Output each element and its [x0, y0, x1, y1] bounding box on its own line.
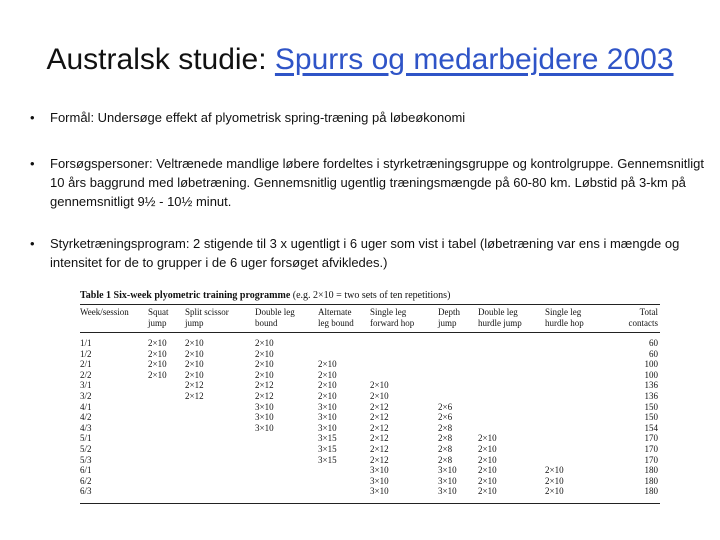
table-header-8-line-1: hurdle hop	[545, 318, 584, 328]
table-bottom-rule	[80, 503, 660, 504]
bullet-dot-icon: •	[30, 156, 35, 171]
table-row-label: 2/2	[80, 369, 92, 380]
table-header-rule	[80, 332, 660, 333]
bullet-text: Forsøgspersoner: Veltrænede mandlige løbere fordeltes i styrketræningsgruppe og kontrolgruppe. Gennemsnitligt 10 års baggrund med løbetræning. Gennemsnitlig ugentlig træningsmængde på 60-80 km. Løbstid på 3-km på gennemsnitligt 9½ - 10½ minut.	[50, 156, 704, 209]
table-cell: 2×10	[545, 475, 564, 486]
table-cell: 2×10	[545, 465, 564, 476]
table-total-cell: 170	[644, 433, 658, 444]
table-caption-bold: Table 1 Six-week plyometric training programme	[80, 290, 291, 301]
table-row-label: 3/1	[80, 380, 92, 391]
table-header-9-line-0: Total	[639, 307, 658, 317]
table-row-label: 4/2	[80, 412, 92, 423]
table-cell: 2×10	[478, 454, 497, 465]
table-cell: 3×10	[370, 486, 389, 497]
table-cell: 2×10	[185, 359, 204, 370]
table-row-label: 4/3	[80, 422, 92, 433]
table-header-5-line-1: forward hop	[370, 318, 415, 328]
table-cell: 2×10	[478, 465, 497, 476]
table-cell: 2×10	[148, 359, 167, 370]
bullet-item-program	[30, 234, 720, 272]
table-total-cell: 180	[644, 486, 658, 497]
table-cell: 2×8	[438, 444, 453, 454]
table-cell: 2×10	[255, 359, 274, 370]
table-row-label: 1/1	[80, 338, 92, 348]
table-cell: 3×10	[318, 401, 337, 412]
table-header-9-line-1: contacts	[628, 318, 658, 328]
table-cell: 3×15	[318, 454, 337, 465]
table-cell: 2×10	[478, 444, 497, 454]
table-cell: 2×10	[148, 348, 167, 359]
bullet-text: Formål: Undersøge effekt af plyometrisk spring-træning på løbeøkonomi	[50, 110, 466, 125]
table-row-label: 5/3	[80, 454, 92, 465]
table-cell: 2×10	[478, 486, 497, 497]
table-header-7-line-0: Double leg	[478, 307, 518, 317]
table-total-cell: 170	[644, 444, 658, 454]
table-total-cell: 100	[644, 369, 658, 380]
table-cell: 2×10	[318, 380, 337, 391]
table-cell: 2×10	[255, 348, 274, 359]
table-cell: 2×12	[185, 380, 204, 391]
table-header-6-line-1: jump	[438, 318, 457, 328]
table-cell: 2×8	[438, 454, 453, 465]
table-header-3-line-1: bound	[255, 318, 278, 328]
table-total-cell: 136	[644, 380, 658, 391]
table-cell: 2×8	[438, 433, 453, 444]
table-cell: 3×10	[318, 412, 337, 423]
title-prefix: Australsk studie:	[46, 43, 275, 76]
table-cell: 3×10	[255, 422, 274, 433]
table-cell: 3×15	[318, 433, 337, 444]
slide-title	[0, 40, 720, 80]
table-cell: 2×10	[185, 348, 204, 359]
table-total-cell: 60	[649, 348, 658, 359]
table-header-2-line-0: Split scissor	[185, 307, 229, 317]
table-cell: 2×10	[318, 369, 337, 380]
bullet-item-purpose	[30, 108, 720, 127]
table-cell: 2×10	[148, 338, 167, 348]
table-header-7-line-1: hurdle jump	[478, 318, 522, 328]
table-cell: 2×10	[255, 369, 274, 380]
table-row-label: 5/1	[80, 433, 92, 444]
table-total-cell: 100	[644, 359, 658, 370]
table-total-cell: 60	[649, 338, 658, 348]
table-total-cell: 136	[644, 391, 658, 401]
table-row-label: 1/2	[80, 348, 92, 359]
table-header-1-line-1: jump	[148, 318, 167, 328]
table-total-cell: 150	[644, 401, 658, 412]
table-header-4-line-0: Alternate	[318, 307, 352, 317]
table-caption	[80, 290, 450, 301]
table-header-4-line-1: leg bound	[318, 318, 354, 328]
table-cell: 3×15	[318, 444, 337, 454]
table-cell: 2×12	[370, 422, 389, 433]
table-cell: 2×12	[255, 380, 274, 391]
table-cell: 2×10	[478, 433, 497, 444]
table-cell: 2×12	[370, 454, 389, 465]
table-cell: 2×12	[370, 412, 389, 423]
table-cell: 3×10	[438, 486, 457, 497]
table-cell: 2×6	[438, 401, 453, 412]
table-cell: 2×12	[370, 444, 389, 454]
table-cell: 2×10	[318, 391, 337, 401]
table-cell: 2×8	[438, 422, 453, 433]
table-total-cell: 170	[644, 454, 658, 465]
table-cell: 2×10	[370, 391, 389, 401]
table-cell: 2×10	[545, 486, 564, 497]
table-total-cell: 180	[644, 475, 658, 486]
table-row-label: 6/1	[80, 465, 92, 476]
table-header-3-line-0: Double leg	[255, 307, 295, 317]
table-header-8-line-0: Single leg	[545, 307, 582, 317]
table-caption-rest: (e.g. 2×10 = two sets of ten repetitions)	[290, 290, 451, 301]
bullet-dot-icon: •	[30, 236, 35, 251]
table-cell: 2×10	[185, 369, 204, 380]
table-cell: 2×12	[185, 391, 204, 401]
bullet-dot-icon: •	[30, 110, 35, 125]
table-header-1-line-0: Squat	[148, 307, 169, 317]
table-cell: 3×10	[438, 465, 457, 476]
training-table	[80, 290, 660, 505]
table-cell: 2×10	[148, 369, 167, 380]
table-row-label: 5/2	[80, 444, 92, 454]
table-row-label: 3/2	[80, 391, 92, 401]
table-cell: 2×12	[255, 391, 274, 401]
table-total-cell: 150	[644, 412, 658, 423]
table-cell: 2×10	[255, 338, 274, 348]
table-cell: 3×10	[255, 401, 274, 412]
table-header-5-line-0: Single leg	[370, 307, 407, 317]
table-row-label: 2/1	[80, 359, 92, 370]
table-cell: 2×10	[478, 475, 497, 486]
bullet-item-subjects	[30, 154, 720, 211]
bullet-text: Styrketræningsprogram: 2 stigende til 3 x ugentligt i 6 uger som vist i tabel (løbetræning var ens i mængde og intensitet for de to grupper i de 6 uger forsøget afvikledes.)	[50, 236, 680, 270]
table-row-label: 6/3	[80, 486, 92, 497]
table-cell: 2×6	[438, 412, 453, 423]
table-cell: 3×10	[438, 475, 457, 486]
table-cell: 3×10	[255, 412, 274, 423]
table-total-cell: 180	[644, 465, 658, 476]
table-cell: 2×12	[370, 401, 389, 412]
table-header-6-line-0: Depth	[438, 307, 460, 317]
table-cell: 2×10	[318, 359, 337, 370]
table-cell: 3×10	[370, 475, 389, 486]
table-row-label: 4/1	[80, 401, 92, 412]
table-cell: 2×10	[370, 380, 389, 391]
title-link[interactable]: Spurrs og medarbejdere 2003	[274, 43, 674, 76]
table-header-2-line-1: jump	[185, 318, 204, 328]
table-top-rule	[80, 304, 660, 305]
table-total-cell: 154	[644, 422, 658, 433]
table-cell: 3×10	[318, 422, 337, 433]
table-row-label: 6/2	[80, 475, 92, 486]
table-cell: 3×10	[370, 465, 389, 476]
table-cell: 2×10	[185, 338, 204, 348]
table-cell: 2×12	[370, 433, 389, 444]
table-header-0-line-0: Week/session	[80, 307, 129, 317]
